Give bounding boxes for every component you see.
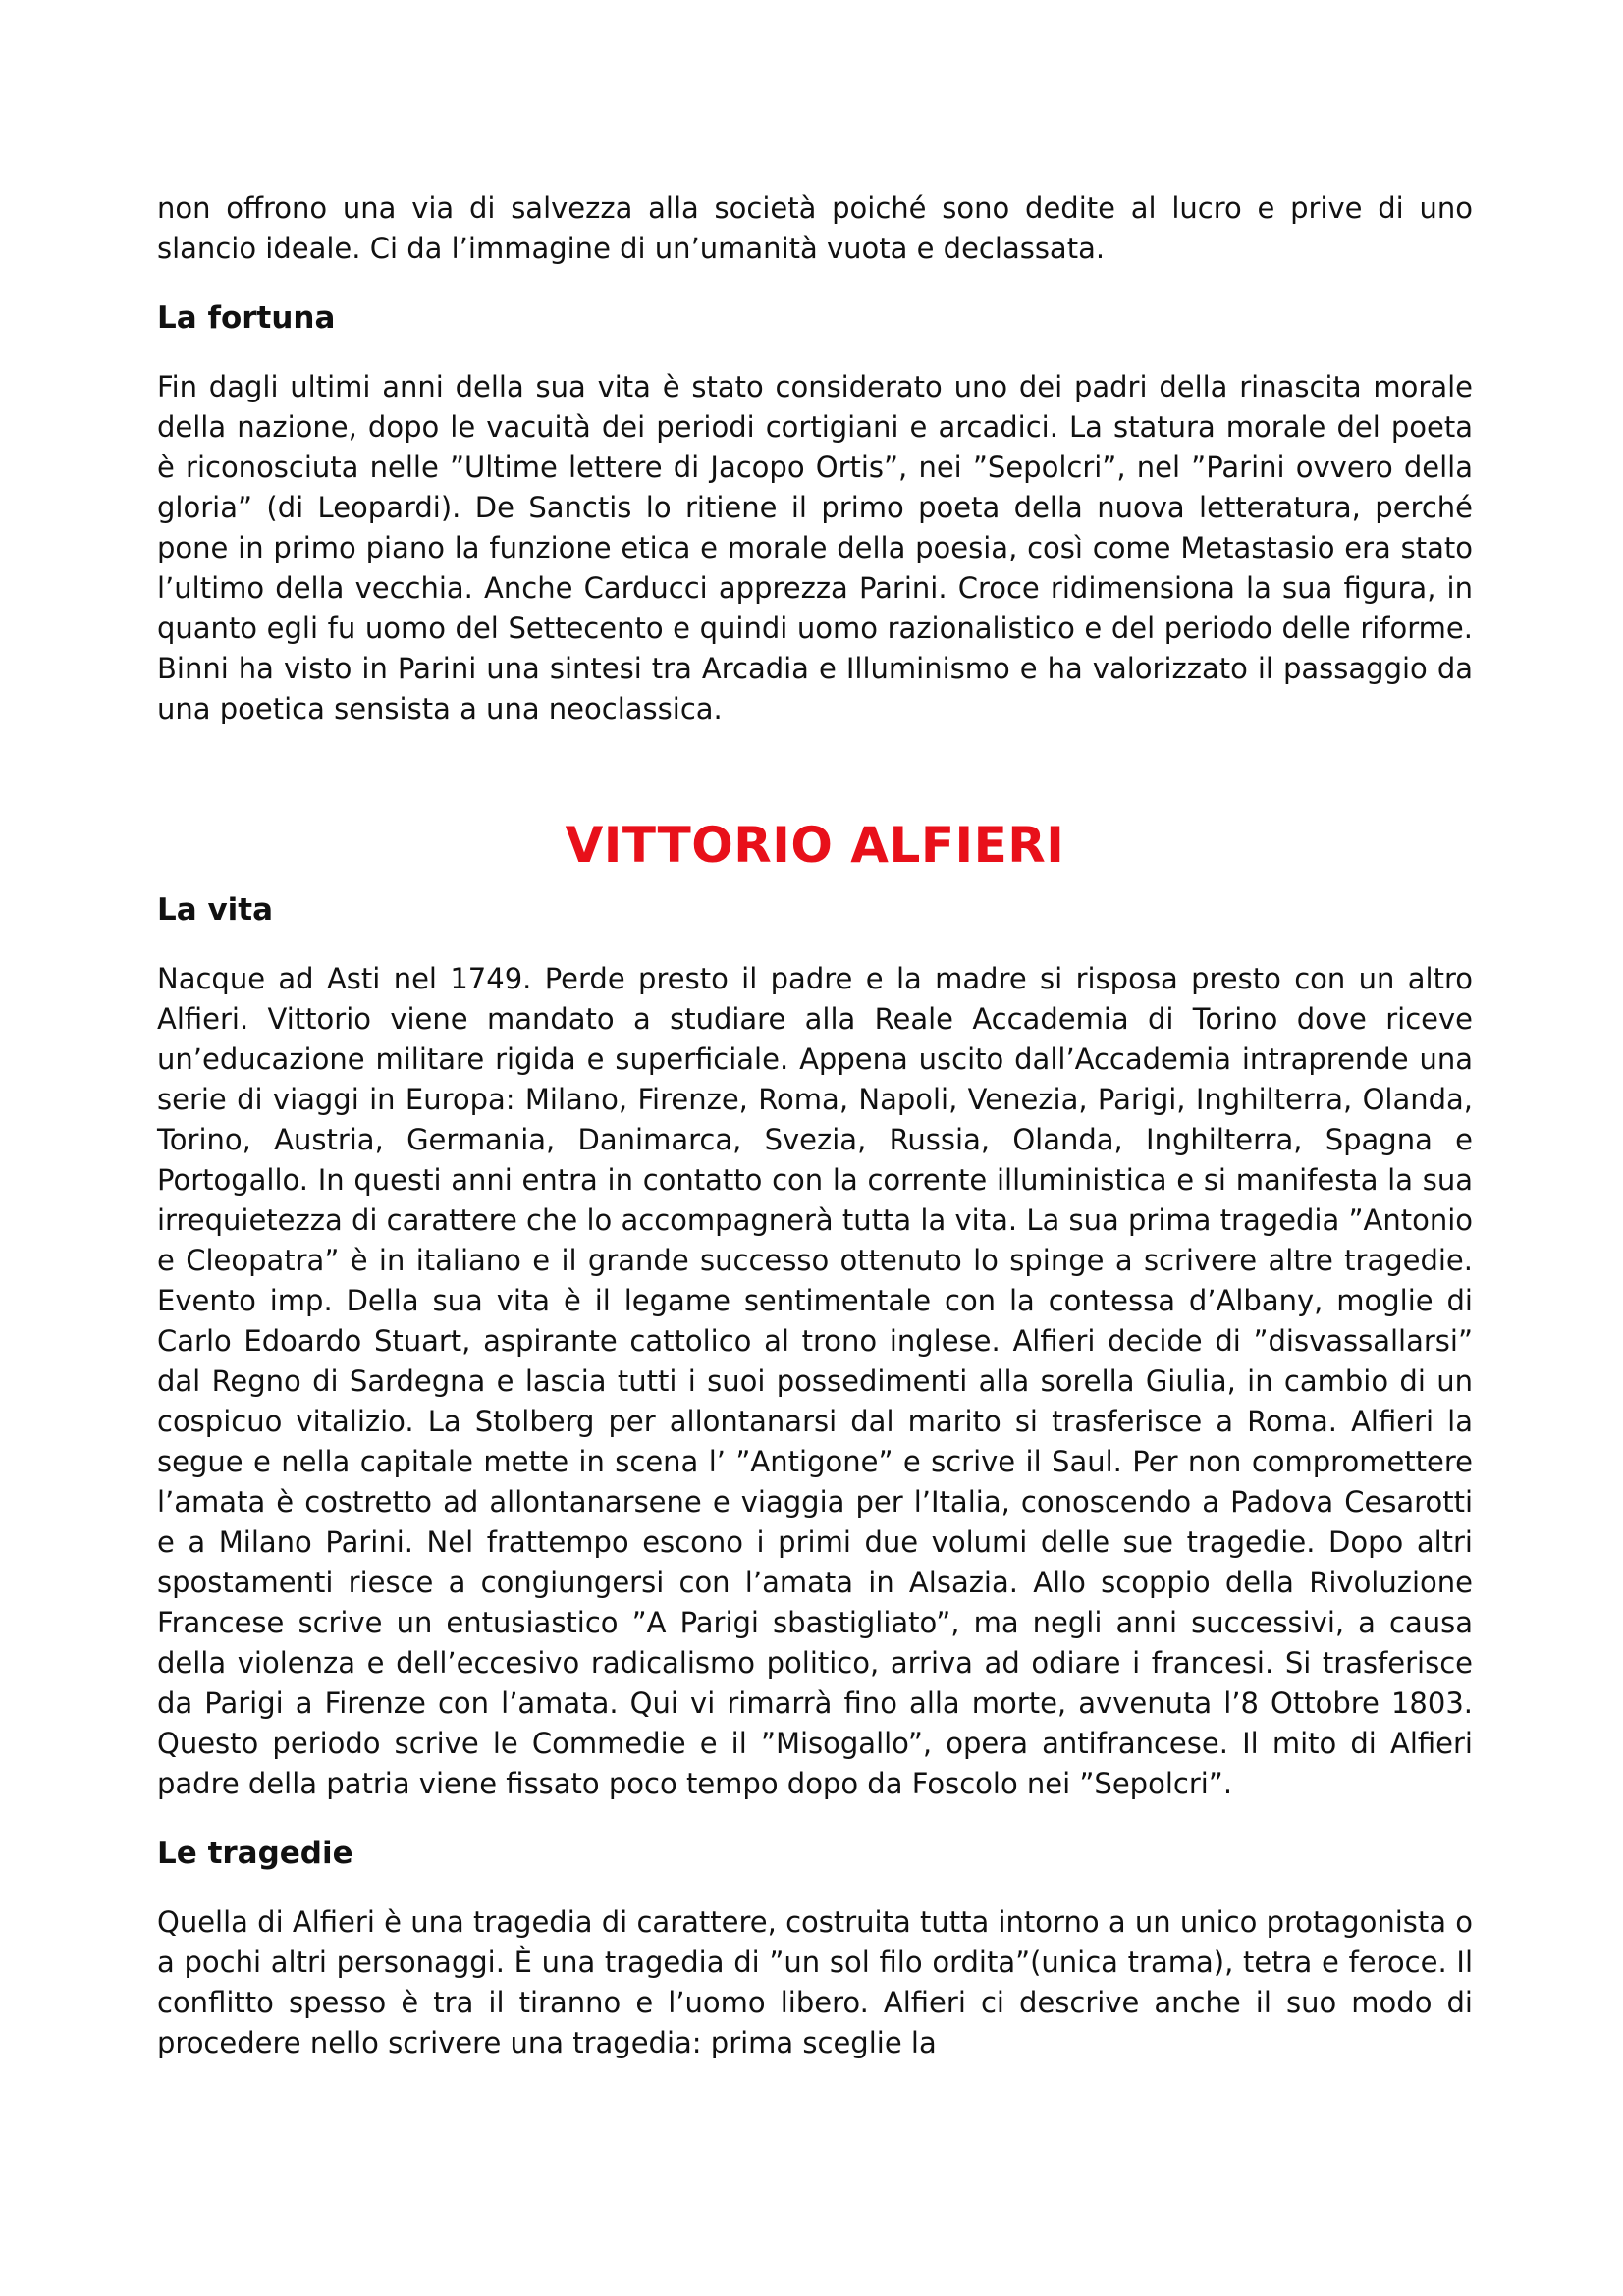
tragedie-paragraph: Quella di Alfieri è una tragedia di carattere, costruita tutta intorno a un unico protagonista o a pochi altri personaggi. È una tragedia di ”un sol filo ordita”(unica trama), tetra e feroce. Il conflitto spesso è tra il tiranno e l’uomo libero. Alfieri ci descrive anche il suo modo di procedere nello scrivere una tragedia: prima sceglie la: [157, 1905, 1473, 2059]
fortuna-paragraph: Fin dagli ultimi anni della sua vita è stato considerato uno dei padri della rinascita morale della nazione, dopo le vacuità dei periodi cortigiani e arcadici. La statura morale del poeta è riconosciuta nelle ”Ultime lettere di Jacopo Ortis”, nei ”Sepolcri”, nel ”Parini ovvero della gloria” (di Leopardi). De Sanctis lo ritiene il primo poeta della nuova letteratura, perché pone in primo piano la funzione etica e morale della poesia, così come Metastasio era stato l’ultimo della vecchia. Anche Carducci apprezza Parini. Croce ridimensiona la sua figura, in quanto egli fu uomo del Settecento e quindi uomo razionalistico e del periodo delle riforme. Binni ha visto in Parini una sintesi tra Arcadia e Illuminismo e ha valorizzato il passaggio da una poetica sensista a una neoclassica.: [157, 370, 1473, 725]
document-page: [157, 188, 1473, 2063]
section-heading-tragedie: Le tragedie: [157, 1836, 353, 1871]
chapter-title: VITTORIO ALFIERI: [565, 817, 1065, 874]
section-heading-vita: La vita: [157, 892, 274, 928]
vita-paragraph: Nacque ad Asti nel 1749. Perde presto il padre e la madre si risposa presto con un altro Alfieri. Vittorio viene mandato a studiare alla Reale Accademia di Torino dove riceve un’educazione militare rigida e superficiale. Appena uscito dall’Accademia intraprende una serie di viaggi in Europa: Milano, Firenze, Roma, Napoli, Venezia, Parigi, Inghilterra, Olanda, Torino, Austria, Germania, Danimarca, Svezia, Russia, Olanda, Inghilterra, Spagna e Portogallo. In questi anni entra in contatto con la corrente illuministica e si manifesta la sua irrequietezza di carattere che lo accompagnerà tutta la vita. La sua prima tragedia ”Antonio e Cleopatra” è in italiano e il grande successo ottenuto lo spinge a scrivere altre tragedie. Evento imp. Della sua vita è il legame sentimentale con la contessa d’Albany, moglie di Carlo Edoardo Stuart, aspirante cattolico al trono inglese. Alfieri decide di ”disvassallarsi” dal Regno di Sardegna e lascia tutti i suoi possedimenti alla sorella Giulia, in cambio di un cospicuo vitalizio. La Stolberg per allontanarsi dal marito si trasferisce a Roma. Alfieri la segue e nella capitale mette in scena l’ ”Antigone” e scrive il Saul. Per non compromettere l’amata è costretto ad allontanarsene e viaggia per l’Italia, conoscendo a Padova Cesarotti e a Milano Parini. Nel frattempo escono i primi due volumi delle sue tragedie. Dopo altri spostamenti riesce a congiungersi con l’amata in Alsazia. Allo scoppio della Rivoluzione Francese scrive un entusiastico ”A Parigi sbastigliato”, ma negli anni successivi, a causa della violenza e dell’eccesivo radicalismo politico, arriva ad odiare i francesi. Si trasferisce da Parigi a Firenze con l’amata. Qui vi rimarrà fino alla morte, avvenuta l’8 Ottobre 1803. Questo periodo scrive le Commedie e il ”Misogallo”, opera antifrancese. Il mito di Alfieri padre della patria viene fissato poco tempo dopo da Foscolo nei ”Sepolcri”.: [157, 962, 1473, 1800]
section-heading-fortuna: La fortuna: [157, 300, 336, 336]
intro-paragraph: non offrono una via di salvezza alla società poiché sono dedite al lucro e prive di uno slancio ideale. Ci da l’immagine di un’umanità vuota e declassata.: [157, 191, 1473, 265]
